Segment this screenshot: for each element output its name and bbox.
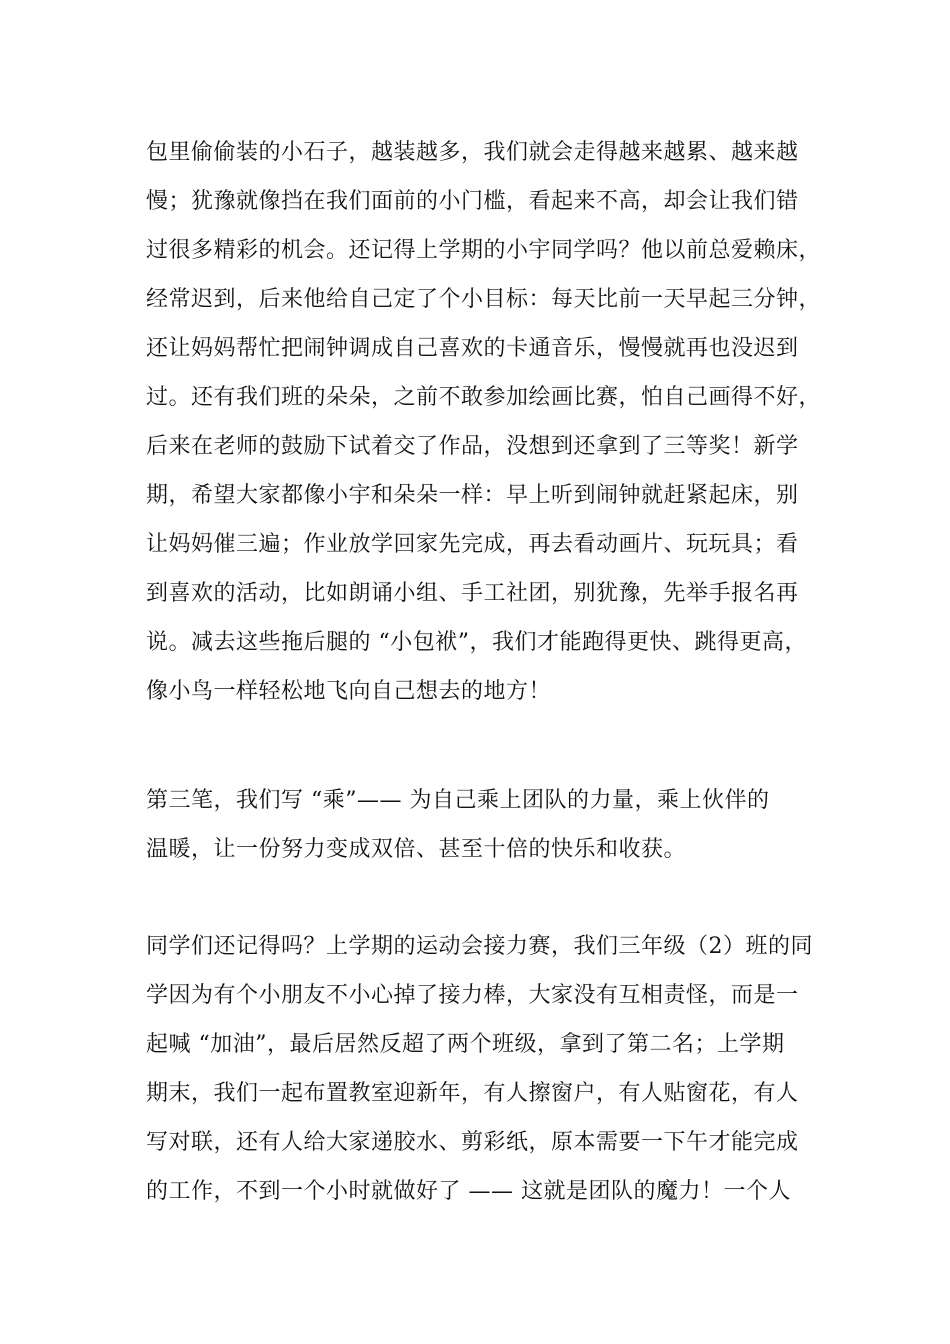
- text-line: 像小鸟一样轻松地飞向自己想去的地方！: [146, 679, 552, 704]
- text-line: 到喜欢的活动，比如朗诵小组、手工社团，别犹豫，先举手报名再: [146, 581, 799, 606]
- text-line: 还让妈妈帮忙把闹钟调成自己喜欢的卡通音乐，慢慢就再也没迟到: [146, 336, 799, 361]
- text-line: 经常迟到，后来他给自己定了个小目标：每天比前一天早起三分钟，: [146, 287, 822, 312]
- text-line: 过。还有我们班的朵朵，之前不敢参加绘画比赛，怕自己画得不好，: [146, 385, 822, 410]
- text-line: 第三笔，我们写 “乘”—— 为自己乘上团队的力量，乘上伙伴的: [146, 788, 770, 813]
- paragraph-2: [146, 776, 826, 874]
- paragraph-3: [146, 922, 826, 1216]
- text-line: 期，希望大家都像小宇和朵朵一样：早上听到闹钟就赶紧起床，别: [146, 483, 799, 508]
- text-line: 过很多精彩的机会。还记得上学期的小宇同学吗？他以前总爱赖床，: [146, 238, 822, 263]
- text-line: 写对联，还有人给大家递胶水、剪彩纸，原本需要一下午才能完成: [146, 1130, 799, 1155]
- text-line: 起喊 “加油”，最后居然反超了两个班级，拿到了第二名；上学期: [146, 1032, 785, 1057]
- text-line: 学因为有个小朋友不小心掉了接力棒，大家没有互相责怪，而是一: [146, 983, 799, 1008]
- text-line: 慢；犹豫就像挡在我们面前的小门槛，看起来不高，却会让我们错: [146, 189, 799, 214]
- text-line: 后来在老师的鼓励下试着交了作品，没想到还拿到了三等奖！新学: [146, 434, 799, 459]
- text-line: 期末，我们一起布置教室迎新年，有人擦窗户，有人贴窗花，有人: [146, 1081, 799, 1106]
- paragraph-1: [146, 128, 826, 716]
- text-line: 温暖，让一份努力变成双倍、甚至十倍的快乐和收获。: [146, 837, 687, 862]
- text-line: 的工作，不到一个小时就做好了 —— 这就是团队的魔力！一个人: [146, 1179, 791, 1204]
- text-line: 包里偷偷装的小石子，越装越多，我们就会走得越来越累、越来越: [146, 140, 799, 165]
- text-line: 说。减去这些拖后腿的 “小包袱”，我们才能跑得更快、跳得更高，: [146, 630, 807, 655]
- text-line: 让妈妈催三遍；作业放学回家先完成，再去看动画片、玩玩具；看: [146, 532, 799, 557]
- text-line: 同学们还记得吗？上学期的运动会接力赛，我们三年级（2）班的同: [146, 934, 813, 959]
